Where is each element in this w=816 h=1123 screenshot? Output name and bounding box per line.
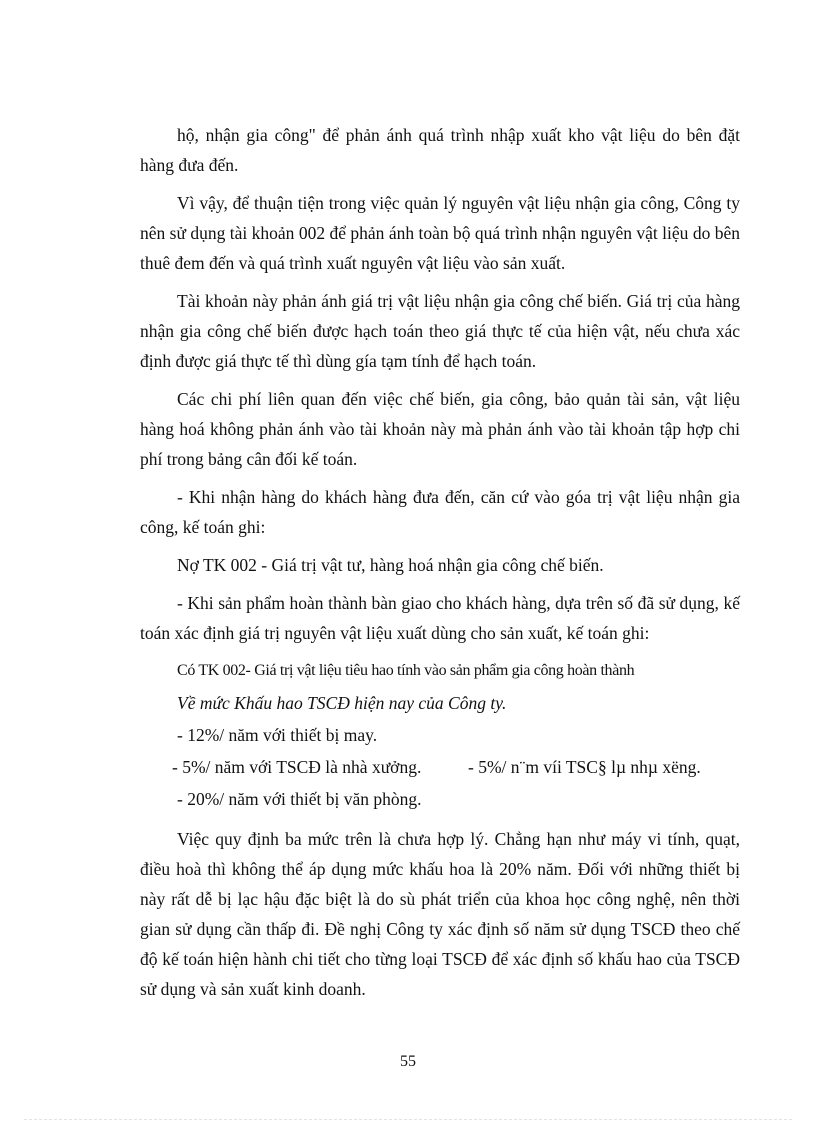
credit-entry: Có TK 002- Giá trị vật liệu tiêu hao tính vào sản phẩm gia công hoàn thành — [177, 662, 635, 679]
rate-factory-row — [140, 752, 740, 782]
closing-paragraph: Việc quy định ba mức trên là chưa hợp lý. Chẳng hạn như máy vi tính, quạt, điều hoà thì không thể áp dụng mức khấu hoa là 20% năm. Đối với những thiết bị này rất dễ bị lạc hậu đặc biệt là do sù phát triển của khoa học công nghệ, nên thời gian sử dụng cần thấp đi. Đề nghị Công ty xác định số năm sử dụng TSCĐ theo chế độ kế toán hiện hành chi tiết cho từng loại TSCĐ để xác định số khấu hao của TSCĐ sử dụng và sản xuất kinh doanh. — [140, 829, 740, 999]
body-text — [140, 120, 740, 1012]
paragraph-4: Các chi phí liên quan đến việc chế biến, gia công, bảo quản tài sản, vật liệu hàng hoá không phản ánh vào tài khoản này mà phản ánh vào tài khoản tập hợp chi phí trong bảng cân đối kế toán. — [140, 389, 740, 469]
paragraph-5: - Khi nhận hàng do khách hàng đưa đến, căn cứ vào góa trị vật liệu nhận gia công, kế toán ghi: — [140, 487, 740, 537]
debit-entry: Nợ TK 002 - Giá trị vật tư, hàng hoá nhận gia công chế biến. — [177, 555, 604, 575]
paragraph-3: Tài khoản này phản ánh giá trị vật liệu nhận gia công chế biến. Giá trị của hàng nhận gia công chế biến được hạch toán theo giá thực tế của hiện vật, nếu chưa xác định được giá thực tế thì dùng gía tạm tính để hạch toán. — [140, 291, 740, 371]
rate-factory: - 5%/ năm với TSCĐ là nhà xưởng. — [172, 757, 422, 777]
paragraph-1: hộ, nhận gia công" để phản ánh quá trình nhập xuất kho vật liệu do bên đặt hàng đưa đến. — [140, 125, 740, 175]
page-number: 55 — [400, 1053, 416, 1070]
paragraph-2: Vì vậy, để thuận tiện trong việc quản lý nguyên vật liệu nhận gia công, Công ty nên sử dụng tài khoản 002 để phản ánh toàn bộ quá trình nhận nguyên vật liệu do bên thuê đem đến và quá trình xuất nguyên vật liệu vào sản xuất. — [140, 193, 740, 273]
rate-office: - 20%/ năm với thiết bị văn phòng. — [177, 789, 422, 809]
page-bottom-divider — [24, 1119, 792, 1120]
paragraph-finish: - Khi sản phẩm hoàn thành bàn giao cho khách hàng, dựa trên số đã sử dụng, kế toán xác định giá trị nguyên vật liệu xuất dùng cho sản xuất, kế toán ghi: — [140, 593, 740, 643]
rate-sewing: - 12%/ năm với thiết bị may. — [177, 725, 378, 745]
depreciation-heading: Về mức Khấu hao TSCĐ hiện nay của Công ty. — [177, 693, 507, 713]
rate-factory-garbled: - 5%/ n¨m víi TSC§ lµ nhµ xëng. — [468, 757, 701, 777]
